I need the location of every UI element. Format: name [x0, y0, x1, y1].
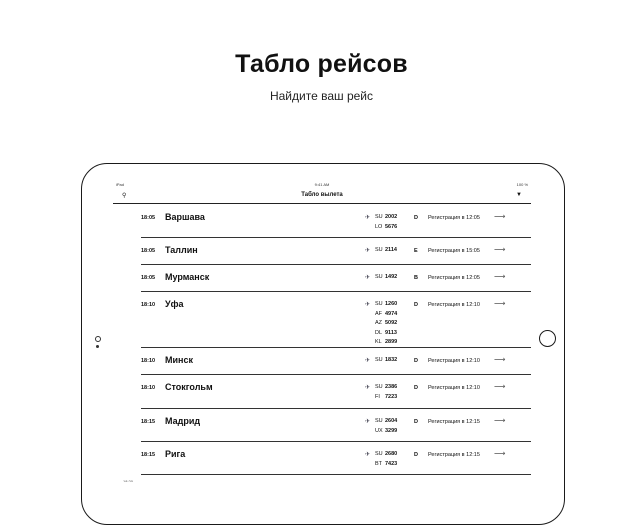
flight-code	[375, 427, 397, 437]
airline-code: AZ	[375, 320, 383, 326]
plane-icon: ✈	[365, 215, 371, 221]
airline-code: SU	[375, 247, 383, 253]
flight-numbers	[375, 300, 397, 348]
flight-code	[375, 450, 397, 460]
airline-code: SU	[375, 274, 383, 280]
airline-code: FI	[375, 393, 380, 400]
terminal: D	[414, 302, 418, 308]
flight-code	[375, 417, 397, 427]
flight-number: 2114	[385, 247, 397, 253]
airline-code: SU	[375, 301, 383, 307]
destination-city: Минск	[165, 355, 193, 365]
departure-time: 18:05	[141, 275, 156, 281]
flight-status: Регистрация в 15:05	[428, 248, 480, 254]
departure-time: 18:15	[141, 419, 156, 425]
arrow-right-icon[interactable]: ⟶	[494, 449, 506, 458]
flight-number: 5676	[385, 223, 398, 230]
airline-code: UX	[375, 427, 383, 434]
airline-code: BT	[375, 460, 383, 467]
flight-number: 2386	[385, 384, 398, 390]
destination-city: Мурманск	[165, 272, 210, 282]
flight-status: Регистрация в 12:10	[428, 385, 480, 391]
terminal: D	[414, 215, 418, 221]
arrow-right-icon[interactable]: ⟶	[494, 382, 506, 391]
navbar-title: Табло вылета	[301, 192, 343, 198]
flight-code	[375, 319, 397, 329]
departure-time: 18:05	[141, 248, 156, 254]
arrow-right-icon[interactable]: ⟶	[494, 299, 506, 308]
flight-status: Регистрация в 12:05	[428, 275, 480, 281]
flight-code	[375, 213, 397, 223]
arrow-right-icon[interactable]: ⟶	[494, 355, 506, 364]
airline-code: SU	[375, 384, 383, 390]
arrow-right-icon[interactable]: ⟶	[494, 245, 506, 254]
destination-city: Мадрид	[165, 416, 201, 426]
flight-code	[375, 310, 397, 320]
destination-city: Таллин	[165, 245, 198, 255]
terminal: D	[414, 419, 418, 425]
flight-row[interactable]	[141, 408, 531, 442]
flight-number: 9113	[385, 329, 397, 336]
camera-icon	[95, 336, 101, 342]
plane-icon: ✈	[365, 358, 371, 364]
airline-code: KL	[375, 339, 382, 345]
plane-icon: ✈	[365, 385, 371, 391]
battery-indicator: 100 %	[516, 182, 528, 187]
flight-numbers	[375, 273, 397, 283]
airline-code: SU	[375, 357, 383, 363]
plane-icon: ✈	[365, 302, 371, 308]
terminal: D	[414, 358, 418, 364]
terminal: D	[414, 385, 418, 391]
flight-number: 7423	[385, 460, 398, 467]
airline-code: SU	[375, 214, 383, 220]
arrow-right-icon[interactable]: ⟶	[494, 416, 506, 425]
departure-time: 18:05	[141, 215, 156, 221]
bottom-time: 18:20	[123, 479, 134, 482]
filter-icon[interactable]: ▼	[516, 192, 522, 198]
departure-time: 18:10	[141, 385, 156, 391]
flight-number: 1492	[385, 274, 398, 280]
page-title: Табло рейсов	[235, 50, 408, 78]
flight-code	[375, 300, 397, 310]
flight-code	[375, 383, 397, 393]
departure-time: 18:10	[141, 302, 156, 308]
terminal: D	[414, 452, 418, 458]
flight-status: Регистрация в 12:10	[428, 358, 480, 364]
flight-numbers	[375, 246, 397, 256]
arrow-right-icon[interactable]: ⟶	[494, 272, 506, 281]
flight-number: 4974	[385, 310, 398, 317]
flight-code	[375, 273, 397, 283]
flight-code	[375, 246, 397, 256]
airline-code: SU	[375, 451, 383, 457]
flight-code	[375, 223, 397, 233]
flight-numbers	[375, 356, 397, 366]
flight-number: 2002	[385, 214, 398, 220]
plane-icon: ✈	[365, 452, 371, 458]
flight-numbers	[375, 450, 397, 469]
sensor-icon	[96, 345, 99, 348]
flight-code	[375, 356, 397, 366]
flight-numbers	[375, 213, 397, 232]
device-label: iPad	[116, 182, 125, 187]
flight-number: 7223	[385, 393, 398, 400]
device-time: 9:41 AM	[314, 182, 330, 187]
navbar	[113, 189, 531, 204]
airline-code: AF	[375, 310, 383, 317]
flight-number: 2680	[385, 451, 398, 457]
tablet-screen	[113, 180, 531, 482]
flight-number: 5092	[385, 320, 398, 326]
flight-row[interactable]	[141, 441, 531, 475]
flight-number: 2604	[385, 418, 398, 424]
terminal: E	[414, 248, 418, 254]
flight-number: 2899	[385, 339, 398, 345]
flight-status: Регистрация в 12:15	[428, 419, 480, 425]
flight-row[interactable]	[141, 237, 531, 265]
airline-code: DL	[375, 329, 383, 336]
destination-city: Уфа	[165, 299, 184, 309]
flight-row[interactable]	[141, 264, 531, 292]
flight-code	[375, 460, 397, 470]
flight-row[interactable]	[141, 374, 531, 409]
home-button	[539, 330, 556, 347]
page-subtitle: Найдите ваш рейс	[269, 89, 374, 103]
airline-code: LO	[375, 223, 383, 230]
flight-number: 1260	[385, 301, 398, 307]
flight-status: Регистрация в 12:05	[428, 215, 480, 221]
terminal: B	[414, 275, 418, 281]
flight-code	[375, 393, 397, 403]
flight-row[interactable]	[141, 347, 531, 375]
departure-time: 18:10	[141, 358, 156, 364]
airline-code: SU	[375, 418, 383, 424]
flight-numbers	[375, 417, 397, 436]
flight-numbers	[375, 383, 397, 402]
flight-code	[375, 329, 397, 339]
plane-icon: ✈	[365, 275, 371, 281]
search-icon[interactable]: ⚲	[122, 193, 127, 199]
plane-icon: ✈	[365, 248, 371, 254]
departure-time: 18:15	[141, 452, 156, 458]
flight-status: Регистрация в 12:10	[428, 302, 480, 308]
destination-city: Рига	[165, 449, 186, 459]
flight-row[interactable]	[141, 291, 531, 348]
destination-city: Варшава	[165, 212, 205, 222]
flight-number: 1832	[385, 357, 398, 363]
flight-number: 3299	[385, 427, 398, 434]
plane-icon: ✈	[365, 419, 371, 425]
flight-row[interactable]	[141, 204, 531, 238]
flight-status: Регистрация в 12:15	[428, 452, 480, 458]
arrow-right-icon[interactable]: ⟶	[494, 212, 506, 221]
destination-city: Стокгольм	[165, 382, 213, 392]
